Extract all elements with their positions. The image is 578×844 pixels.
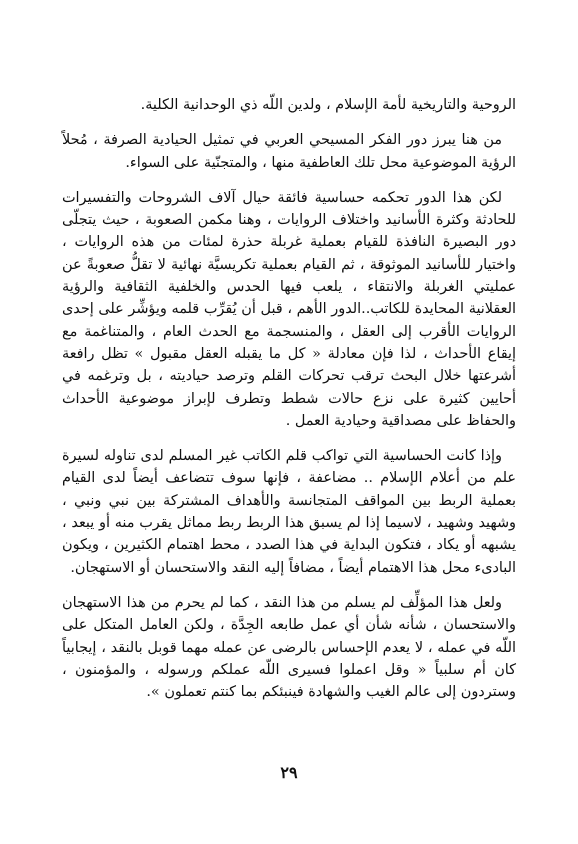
paragraph: ولعل هذا المؤلِّف لم يسلم من هذا النقد ، كما لم يحرم من هذا الاستهجان والاستحسان ، شأنه شأن أي عمل طابعه الجِدَّة ، ولكن العامل المتكل على اللّه في عمله ، لا يعدم الإحساس بالرضى عن عمله مهما قوبل بالنقد ، إيجابياً كان أم سلبياً « وقل اعملوا فسيرى اللّه عملكم ورسوله ، والمؤمنون ، وستردون إلى عالم الغيب والشهادة فينبئكم بما كنتم تعملون ». (62, 594, 516, 701)
body-text (62, 94, 516, 703)
paragraph-continuation: الروحية والتاريخية لأمة الإسلام ، ولدين اللّه ذي الوحدانية الكلية. (140, 97, 516, 113)
page-number: ٢٩ (280, 763, 298, 782)
paragraph: من هنا يبرز دور الفكر المسيحي العربي في تمثيل الحيادية الصرفة ، مُحلاً الرؤية الموضوعية محل تلك العاطفية منها ، والمتجنّية على السواء. (62, 132, 516, 171)
paragraph: لكن هذا الدور تحكمه حساسية فائقة حيال آلاف الشروحات والتفسيرات للحادثة وكثرة الأسانيد واختلاف الروايات ، وهنا مكمن الصعوبة ، حيث يتجلّى دور البصيرة النافذة للقيام بعملية غربلة حذرة لمئات من هذه الروايات ، واختيار للأسانيد الموثوقة ، ثم القيام بعملية تكريسيَّة نهائية لا تقلُّ صعوبةً عن عمليتي الغربلة والانتقاء ، يلعب فيها الحدس والخلفية الثقافية والرؤية العقلانية المحايدة للكاتب..الدور الأهم ، قبل أن يُقرِّب قلمه ويؤشِّر على إحدى الروايات الأقرب إلى العقل ، والمنسجمة مع الحدث العام ، والمتناغمة مع إيقاع الأحداث ، لذا فإن معادلة « كل ما يقبله العقل مقبول » تظل رافعة أشرعتها خلال البحث ترقب تحركات القلم وترصد حياديته ، بل وترغمه في أحايين كثيرة على نزع حالات شطط وتطرف لإبراز موضوعية الأحداث والحفاظ على مصداقية وحيادية العمل . (62, 189, 516, 429)
paragraph: وإذا كانت الحساسية التي تواكب قلم الكاتب غير المسلم لدى تناوله لسيرة علم من أعلام الإسلام .. مضاعفة ، فإنها سوف تتضاعف أيضاً لدى القيام بعملية الربط بين المواقف المتجانسة والأهداف المشتركة بين نبي ونبي ، وشهيد وشهيد ، لاسيما إذا لم يسبق هذا الربط ربط مماثل يقرب منه أو يبعد ، يشبهه أو يكاد ، فتكون البداية في هذا الصدد ، محط اهتمام الكثيرين ، ويكون البادىء محل هذا الاهتمام أيضاً ، مضافاً إليه النقد والاستحسان أو الاستهجان. (62, 448, 516, 576)
